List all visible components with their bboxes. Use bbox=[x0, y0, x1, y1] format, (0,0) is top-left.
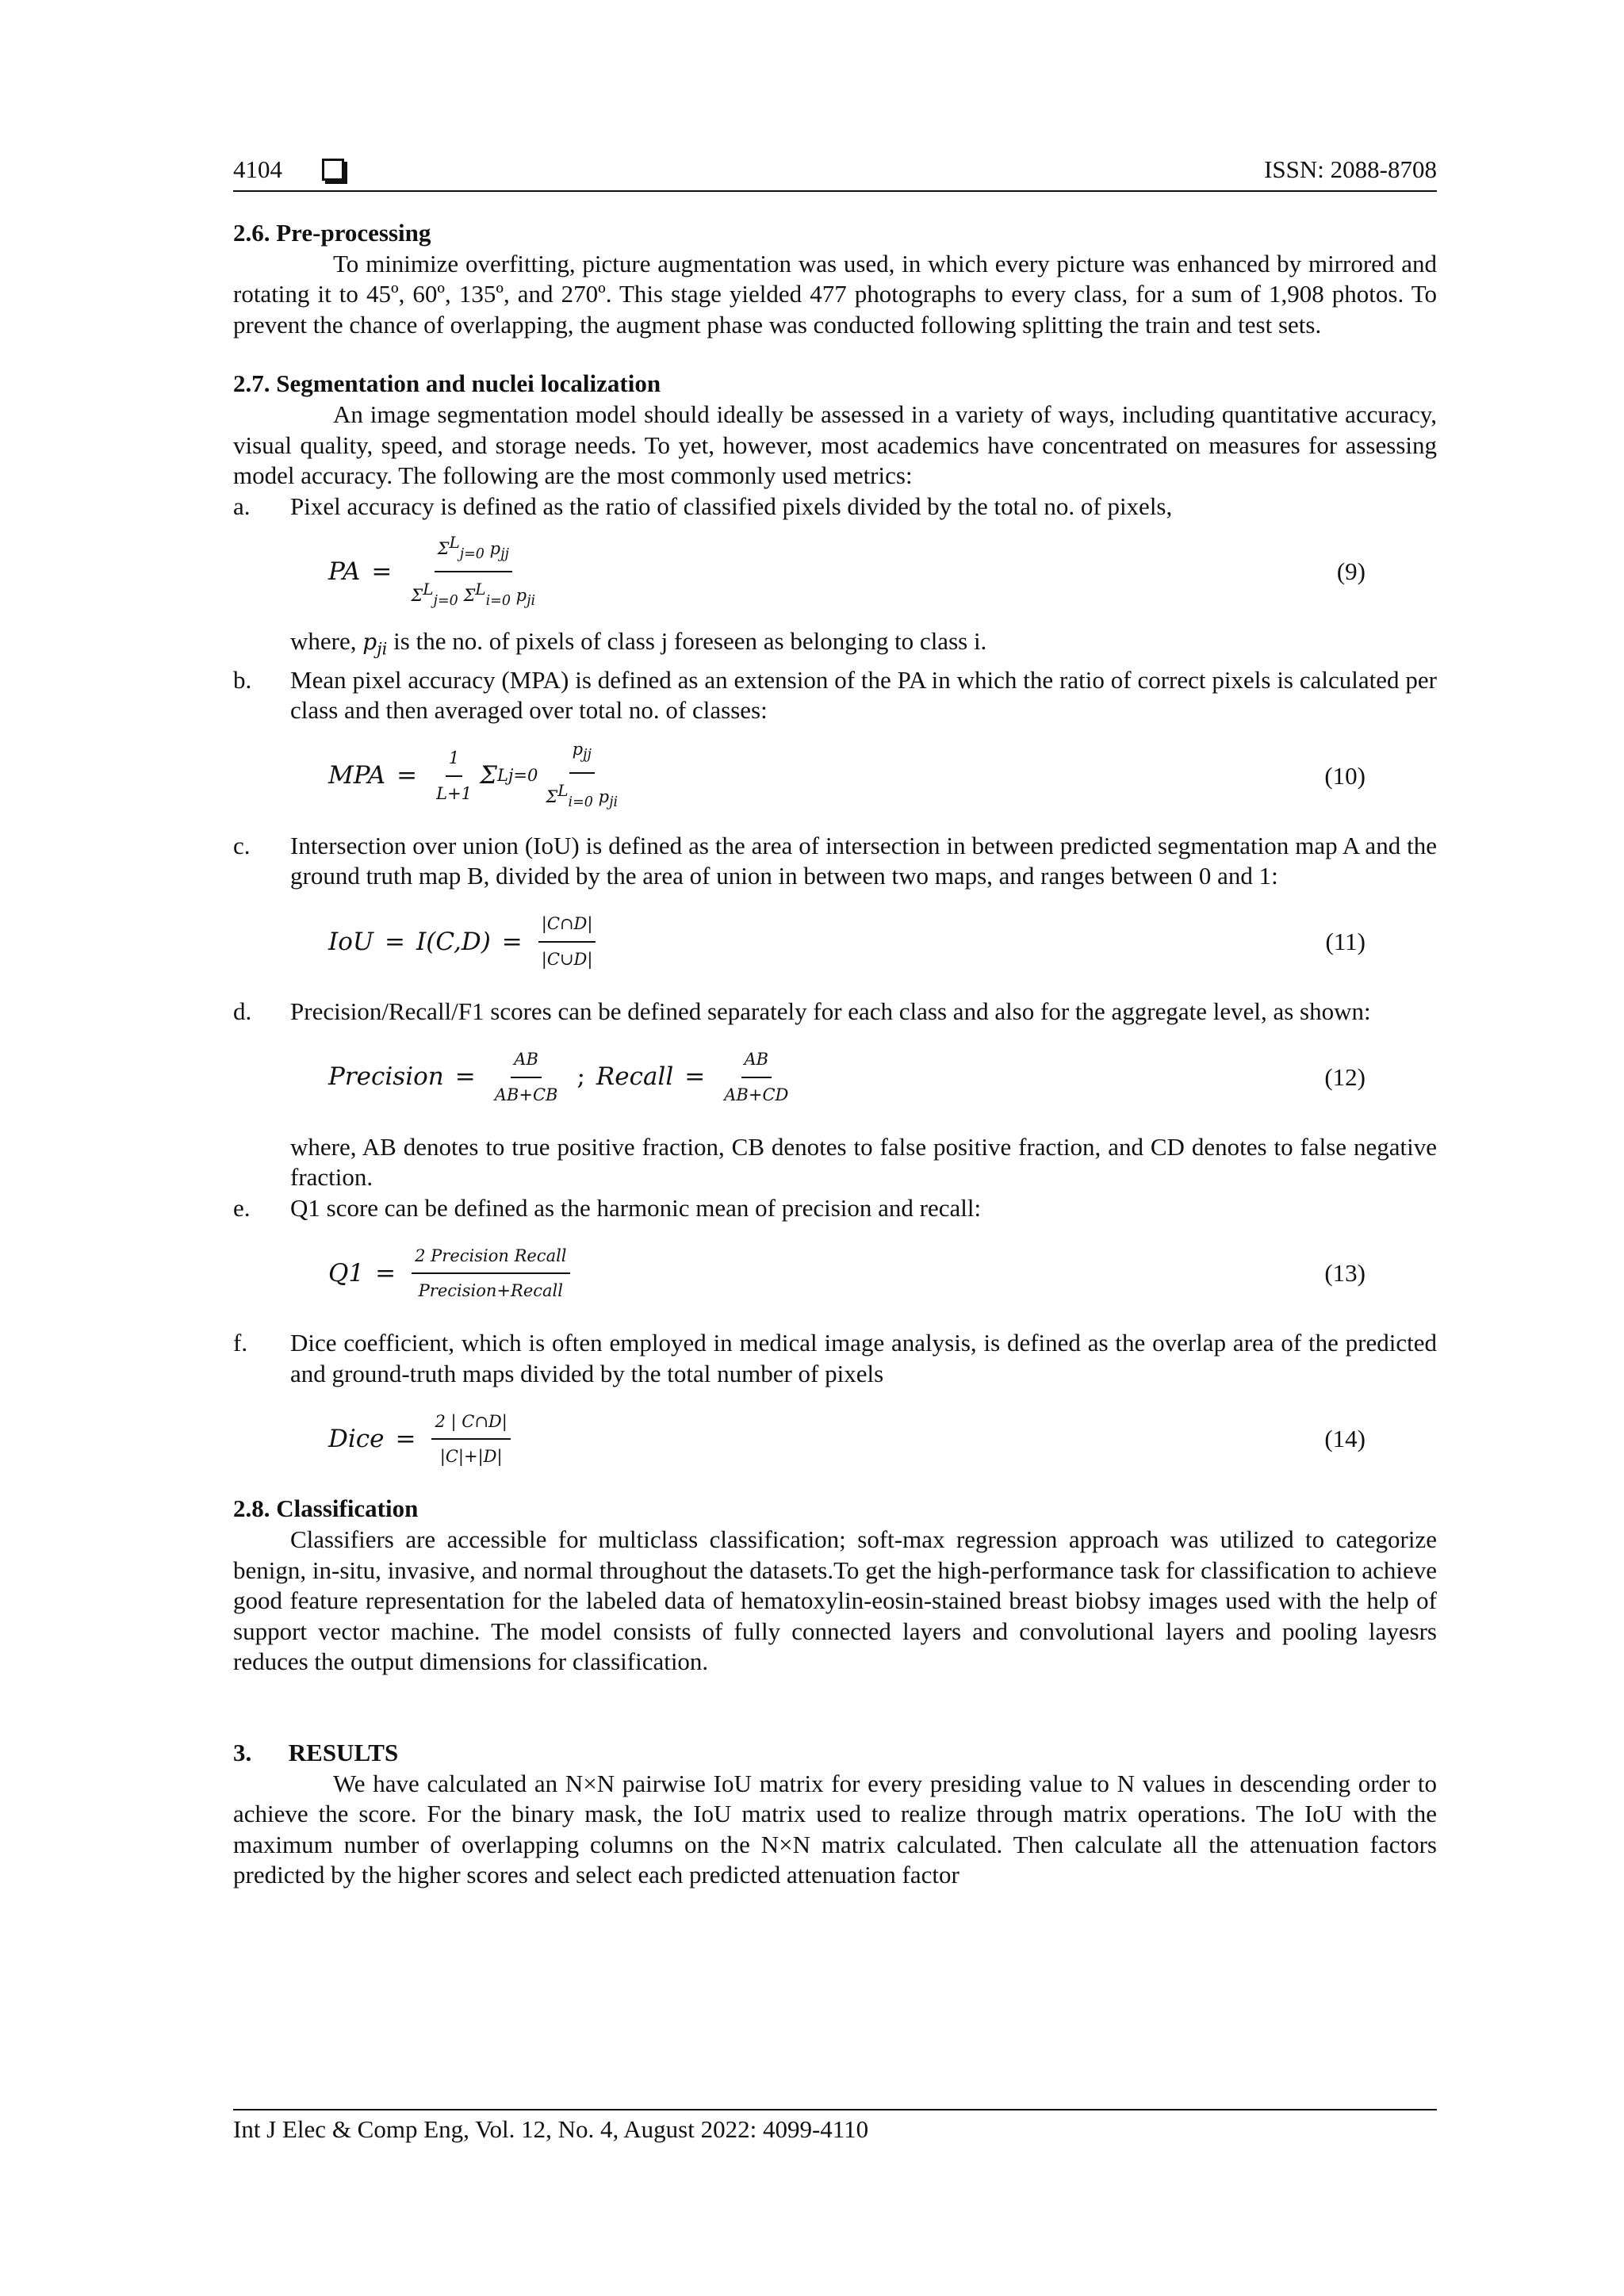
list-item: f. Dice coefficient, which is often employed in medical image analysis, is defined as the overlap area of the predicted and ground-truth maps divided by the total number of pixels bbox=[233, 1329, 1437, 1387]
page-footer: Int J Elec & Comp Eng, Vol. 12, No. 4, August 2022: 4099-4110 bbox=[233, 2109, 1437, 2144]
equation-12: Precision = $\frac{AB}{AB+CB}$ ; Recall = $\frac{AB}{AB+CD}$ (12) bbox=[233, 1040, 1437, 1115]
list-item: e. Q1 score can be defined as the harmonic mean of precision and recall: bbox=[233, 1193, 982, 1222]
section-heading-2-8: 2.8. Classification bbox=[233, 1494, 419, 1523]
equation-number: (10) bbox=[1324, 761, 1365, 790]
list-item: d. Precision/Recall/F1 scores can be defined separately for each class and also for the aggregate level, as shown: bbox=[233, 997, 1371, 1025]
page-number: 4104 bbox=[233, 155, 282, 183]
equation-number: (11) bbox=[1325, 927, 1365, 955]
paragraph: An image segmentation model should ideally be assessed in a variety of ways, including quantitative accuracy, visual quality, speed, and storage needs. To yet, however, most academics have concentrated on measures for assessing model accuracy. The following are the most commonly used metrics: bbox=[233, 400, 1437, 490]
equation-11: IoU = I(C,D) = $\frac{|C\cap D|}{|C\cup D|}$ (11) bbox=[233, 905, 1437, 979]
issn: ISSN: 2088-8708 bbox=[1264, 155, 1437, 183]
list-item: c. Intersection over union (IoU) is defined as the area of intersection in between predicted segmentation map A and the ground truth map B, divided by the area of union in between two maps, and ranges between 0 and 1: bbox=[233, 831, 1437, 890]
equation-10: MPA = $\frac{1}{L+1}$ Σ L j=0 $\frac{p_{jj}}{\Sigma^L_{i=0} p_{ji}}$ (10) bbox=[233, 739, 1437, 813]
equation-number: (9) bbox=[1336, 557, 1365, 586]
equation-number: (12) bbox=[1324, 1062, 1365, 1091]
where-text: where, AB denotes to true positive fraction, CB denotes to false positive fraction, and CD denotes to false negative fraction. bbox=[290, 1132, 1437, 1192]
equation-13: Q1 = $\frac{\text{2 Precision Recall}}{\text{Precision+Recall}}$ (13) bbox=[233, 1236, 1437, 1311]
paragraph: We have calculated an N×N pairwise IoU matrix for every presiding value to N values in descending order to achieve the score. For the binary mask, the IoU matrix used to realize through matrix operations. The IoU with the maximum number of overlapping columns on the N×N matrix calculated. Then calculate all the attenuation factors predicted by the higher scores and select each predicted attenuation factor bbox=[233, 1769, 1437, 1889]
section-heading-2-7: 2.7. Segmentation and nuclei localization bbox=[233, 369, 661, 398]
list-item: b. Mean pixel accuracy (MPA) is defined as an extension of the PA in which the ratio of correct pixels is calculated per class and then averaged over total no. of classes: bbox=[233, 665, 1437, 725]
page-header bbox=[233, 155, 1437, 192]
equation-14: Dice = $\frac{2 | C\cap D|}{|C|+|D|}$ (14) bbox=[233, 1402, 1437, 1476]
paragraph: To minimize overfitting, picture augmentation was used, in which every picture was enhanced by mirrored and rotating it to 45º, 60º, 135º, and 270º. This stage yielded 477 photographs to every class, for a sum of 1,908 photos. To prevent the chance of overlapping, the augment phase was conducted following splitting the train and test sets. bbox=[233, 249, 1437, 339]
equation-number: (13) bbox=[1324, 1259, 1365, 1288]
square-bullet-icon bbox=[322, 159, 344, 181]
section-heading-3: 3. RESULTS bbox=[233, 1739, 399, 1767]
paragraph: Classifiers are accessible for multiclass classification; soft-max regression approach was utilized to categorize benign, in-situ, invasive, and normal throughout the datasets.To get the high-performance task for classification to achieve good feature representation for the labeled data of hematoxylin-eosin-stained breast biobsy images used with the help of support vector machine. The model consists of fully connected layers and convolutional layers and pooling layesrs reduces the output dimensions for classification. bbox=[233, 1525, 1437, 1676]
list-item: a. Pixel accuracy is defined as the ratio of classified pixels divided by the total no. of pixels, bbox=[233, 492, 1173, 520]
equation-9: PA = $\frac{\Sigma^L_{j=0} p_{jj}}{\Sigma^L_{j=0} \Sigma^L_{i=0} p_{ji}}$ (9) bbox=[233, 534, 1437, 609]
paper-body bbox=[233, 218, 1437, 1891]
where-text: where, $p_{ji}$ is the no. of pixels of class j foreseen as belonging to class i. bbox=[290, 627, 987, 659]
equation-number: (14) bbox=[1324, 1425, 1365, 1453]
section-heading-2-6: 2.6. Pre-processing bbox=[233, 219, 431, 247]
